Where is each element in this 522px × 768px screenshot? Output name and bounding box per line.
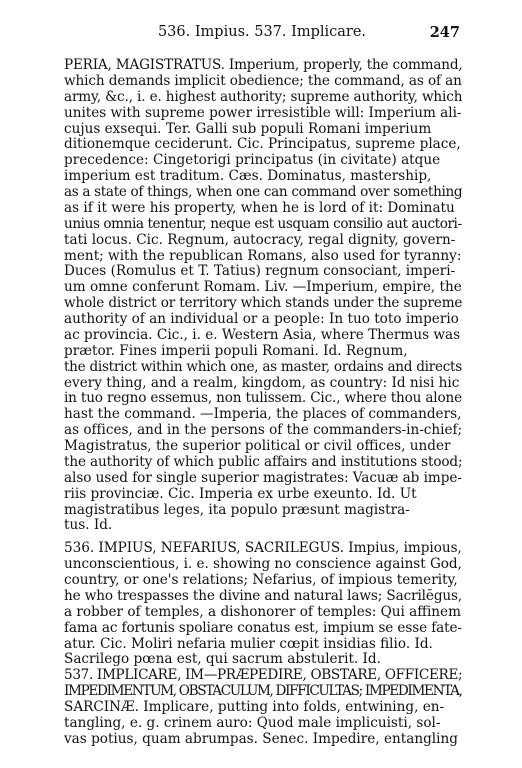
text-line: IMPEDIMENTUM, OBSTACULUM, DIFFICULTAS; IMPEDIMENTA, xyxy=(64,684,462,700)
text-line: authority of an individual or a people: In tuo toto imperio xyxy=(64,312,459,327)
text-line: army, &c., i. e. highest authority; supreme authority, which xyxy=(64,89,462,105)
text-line: prætor. Fines imperii populi Romani. Id. Regnum, xyxy=(64,343,408,359)
text-line: PERIA, MAGISTRATUS. Imperium, properly, the command, xyxy=(64,58,462,73)
text-line: he who trespasses the divine and natural laws; Sacrilĕgus, xyxy=(64,588,462,604)
text-line: imperium est traditum. Cæs. Dominatus, mastership, xyxy=(64,169,432,185)
text-line: 537. IMPLICARE, IM—PRÆPEDIRE, OBSTARE, OFFICERE; xyxy=(64,668,462,684)
text-line: unius omnia tenentur, neque est usquam consilio aut auctori- xyxy=(64,216,462,232)
text-line: as if it were his property, when he is lord of it: Dominatu xyxy=(64,200,455,216)
text-line: also used for single superior magistrates: Vacuæ ab impe- xyxy=(64,470,462,486)
text-line: which demands implicit obedience; the command, as of an xyxy=(64,73,462,89)
text-line: the authority of which public affairs and institutions stood; xyxy=(64,454,462,470)
text-line: unconscientious, i. e. showing no conscience against God, xyxy=(64,557,462,573)
text-line: ment; with the republican Romans, also used for tyranny: xyxy=(64,248,462,264)
text-line: magistratibus leges, ita populo præsunt magistra- xyxy=(64,502,410,518)
paragraph-gap xyxy=(64,534,462,541)
text-line: the district within which one, as master, ordains and directs xyxy=(64,359,462,375)
body-text xyxy=(64,58,462,748)
text-line: whole district or territory which stands under the supreme xyxy=(64,296,462,312)
text-line: riis provinciæ. Cic. Imperia ex urbe exeunto. Id. Ut xyxy=(64,486,417,502)
text-line: country, or one's relations; Nefarius, of impious temerity, xyxy=(64,573,458,588)
text-line: as a state of things, when one can command over something xyxy=(64,185,462,200)
text-line: every thing, and a realm, kingdom, as country: Id nisi hic xyxy=(64,375,460,391)
text-line: cujus exsequi. Ter. Galli sub populi Romani imperium xyxy=(64,121,432,137)
text-line: ac provincia. Cic., i. e. Western Asia, where Thermus was xyxy=(64,327,461,343)
running-title: 536. Impius. 537. Implicare. xyxy=(157,24,367,40)
text-line: unites with supreme power irresistible will: Imperium ali- xyxy=(64,105,462,121)
text-line: Sacrilego pœna est, qui sacrum abstulerit. Id. xyxy=(64,652,381,668)
text-line: Duces (Romulus et T. Tatius) regnum consociant, imperi- xyxy=(64,264,456,280)
text-line: SARCINÆ. Implicare, putting into folds, entwining, en- xyxy=(64,700,445,715)
text-line: a robber of temples, a dishonorer of temples: Qui affinem xyxy=(64,604,461,620)
running-header xyxy=(64,24,460,46)
text-line: ditionemque ceciderunt. Cic. Principatus, supreme place, xyxy=(64,137,461,153)
text-line: tati locus. Cic. Regnum, autocracy, regal dignity, govern- xyxy=(64,232,456,248)
text-line: precedence: Cingetorigi principatus (in civitate) atque xyxy=(64,153,441,169)
text-line: tus. Id. xyxy=(64,518,113,534)
text-line: 536. IMPIUS, NEFARIUS, SACRILEGUS. Impius, impious, xyxy=(64,541,462,557)
text-line: um omne conferunt Romam. Liv. —Imperium, empire, the xyxy=(64,280,462,296)
text-line: Magistratus, the superior political or civil offices, under xyxy=(64,439,451,454)
text-line: vas potius, quam abrumpas. Senec. Impedire, entangling xyxy=(64,731,458,747)
text-line: in tuo regno essemus, non tulissem. Cic., where thou alone xyxy=(64,391,462,407)
text-line: fama ac fortunis spoliare conatus est, impium se esse fate- xyxy=(64,620,462,636)
text-line: tangling, e. g. crinem auro: Quod male implicuisti, sol- xyxy=(64,715,441,731)
text-line: hast the command. —Imperia, the places of commanders, xyxy=(64,407,462,423)
text-line: atur. Cic. Moliri nefaria mulier cœpit insidias filio. Id. xyxy=(64,636,433,652)
page-number: 247 xyxy=(429,24,460,41)
text-line: as offices, and in the persons of the commanders-in-chief; xyxy=(64,423,462,439)
